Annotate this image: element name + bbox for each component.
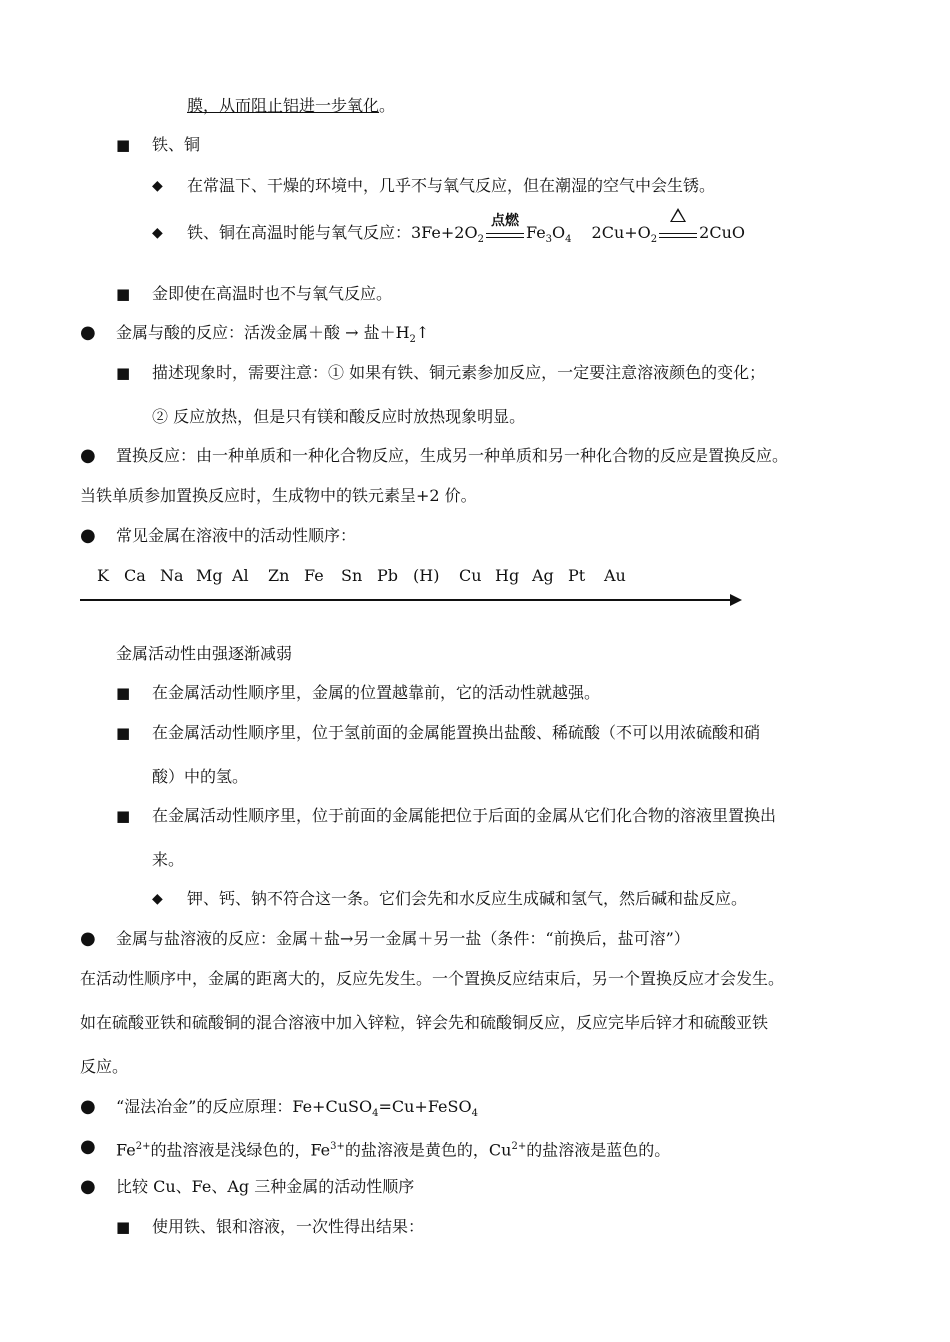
heating-condition	[659, 222, 697, 244]
superscript: 2+	[135, 1141, 151, 1152]
text-line-12: 金属活动性由强逐渐减弱	[116, 644, 293, 663]
diamond-bullet-icon: ◆	[152, 225, 163, 241]
activity-arrow-line	[80, 599, 732, 601]
diamond-bullet-icon: ◆	[152, 178, 163, 194]
heat-triangle-icon	[670, 208, 686, 222]
subscript: 4	[372, 1108, 379, 1120]
text-line-2: 铁、铜	[152, 135, 201, 154]
text-line-23	[116, 1096, 478, 1125]
circle-bullet-icon: ●	[80, 1176, 96, 1197]
text-line-20: 在活动性顺序中，金属的距离大的，反应先发生。一个置换反应结束后，另一个置换反应才会发生。	[80, 969, 785, 988]
text-line-11: 常见金属在溶液中的活动性顺序：	[116, 526, 357, 545]
product-o: O	[552, 223, 566, 242]
equation-prefix: 铁、铜在高温时能与氧气反应：3Fe+2O	[187, 223, 478, 242]
subscript: 2	[409, 334, 416, 346]
text-line-18: 钾、钙、钠不符合这一条。它们会先和水反应生成碱和氢气，然后碱和盐反应。	[187, 889, 748, 908]
text-line-7: 描述现象时，需要注意：① 如果有铁、铜元素参加反应，一定要注意溶液颜色的变化；	[152, 363, 766, 382]
hydrometallurgy-text: “湿法冶金”的反应原理：Fe+CuSO	[116, 1097, 373, 1116]
text-line-24	[116, 1136, 670, 1161]
circle-bullet-icon: ●	[80, 1096, 96, 1117]
metal-ca: Ca	[124, 566, 146, 585]
circle-bullet-icon: ●	[80, 928, 96, 949]
ion-text-3: 的盐溶液是蓝色的。	[526, 1140, 671, 1160]
superscript: 2+	[511, 1141, 527, 1152]
square-bullet-icon: ■	[116, 684, 131, 702]
equation-cu: 2Cu+O	[591, 223, 651, 242]
text-line-3: 在常温下、干燥的环境中，几乎不与氧气反应，但在潮湿的空气中会生锈。	[187, 176, 716, 195]
ion-fe: Fe	[116, 1140, 136, 1160]
reaction-equals	[659, 233, 697, 238]
circle-bullet-icon: ●	[80, 322, 96, 343]
square-bullet-icon: ■	[116, 724, 131, 742]
subscript: 2	[650, 234, 658, 246]
text-line-15: 酸）中的氢。	[152, 767, 249, 786]
metal-k: K	[97, 566, 109, 585]
metal-mg: Mg	[196, 566, 223, 585]
metal-al: Al	[232, 566, 249, 585]
subscript: 4	[565, 234, 572, 246]
square-bullet-icon: ■	[116, 364, 131, 382]
circle-bullet-icon: ●	[80, 445, 96, 466]
equation-rest: =Cu+FeSO	[378, 1097, 472, 1116]
product-fe: Fe	[525, 223, 546, 242]
text-line-13: 在金属活动性顺序里，金属的位置越靠前，它的活动性就越强。	[152, 683, 601, 702]
reaction-equals	[486, 233, 524, 238]
text-line-19: 金属与盐溶液的反应：金属＋盐→另一金属＋另一盐（条件：“前换后，盐可溶”）	[116, 929, 690, 948]
superscript: 3+	[330, 1141, 345, 1152]
text-line-10: 当铁单质参加置换反应时，生成物中的铁元素呈+2 价。	[80, 486, 477, 505]
text-line-8: ② 反应放热，但是只有镁和酸反应时放热现象明显。	[152, 407, 526, 426]
text-line-9: 置换反应：由一种单质和一种化合物反应，生成另一种单质和另一种化合物的反应是置换反应。	[116, 446, 789, 465]
text-line-26: 使用铁、银和溶液，一次性得出结果：	[152, 1217, 425, 1236]
text-line-14: 在金属活动性顺序里，位于氢前面的金属能置换出盐酸、稀硫酸（不可以用浓硫酸和硝	[152, 723, 761, 742]
arrow-right-icon	[730, 594, 742, 606]
ignition-label: 点燃	[490, 213, 519, 229]
subscript: 3	[545, 234, 553, 246]
subscript: 2	[477, 234, 484, 246]
text-line-17: 来。	[152, 850, 185, 869]
ion-text-1: 的盐溶液是浅绿色的，Fe	[150, 1140, 331, 1160]
metal-zn: Zn	[268, 566, 290, 585]
underlined-text: 膜，从而阻止铝进一步氧化	[187, 96, 380, 115]
subscript: 4	[471, 1108, 478, 1120]
text-line-5: 金即使在高温时也不与氧气反应。	[152, 284, 393, 303]
text-line-4-equations	[187, 213, 746, 251]
circle-bullet-icon: ●	[80, 525, 96, 546]
text-line-6	[116, 322, 429, 351]
product-cuo: 2CuO	[699, 223, 746, 242]
metal-fe: Fe	[304, 566, 324, 585]
metal-sn: Sn	[341, 566, 363, 585]
metal-au: Au	[604, 566, 626, 585]
acid-reaction-text: 金属与酸的反应：活泼金属＋酸 → 盐＋H	[116, 323, 410, 342]
square-bullet-icon: ■	[116, 807, 131, 825]
metal-hg: Hg	[495, 566, 520, 585]
square-bullet-icon: ■	[116, 285, 131, 303]
gas-arrow: ↑	[415, 323, 430, 342]
period: 。	[379, 96, 396, 115]
text-line-25: 比较 Cu、Fe、Ag 三种金属的活动性顺序	[116, 1177, 415, 1196]
metal-h: (H)	[413, 566, 440, 585]
text-line-16: 在金属活动性顺序里，位于前面的金属能把位于后面的金属从它们化合物的溶液里置换出	[152, 806, 777, 825]
metal-pt: Pt	[568, 566, 586, 585]
metal-cu: Cu	[459, 566, 482, 585]
metal-na: Na	[160, 566, 184, 585]
metal-pb: Pb	[377, 566, 399, 585]
ion-text-2: 的盐溶液是黄色的，Cu	[344, 1140, 512, 1160]
text-line-22: 反应。	[80, 1057, 129, 1076]
metal-ag: Ag	[532, 566, 554, 585]
text-line-1	[187, 95, 395, 117]
square-bullet-icon: ■	[116, 1218, 131, 1236]
diamond-bullet-icon: ◆	[152, 891, 163, 907]
ignition-condition	[486, 213, 524, 244]
square-bullet-icon: ■	[116, 136, 131, 154]
circle-bullet-icon: ●	[80, 1136, 96, 1157]
text-line-21: 如在硫酸亚铁和硫酸铜的混合溶液中加入锌粒，锌会先和硫酸铜反应，反应完毕后锌才和硫酸亚铁	[80, 1013, 769, 1032]
